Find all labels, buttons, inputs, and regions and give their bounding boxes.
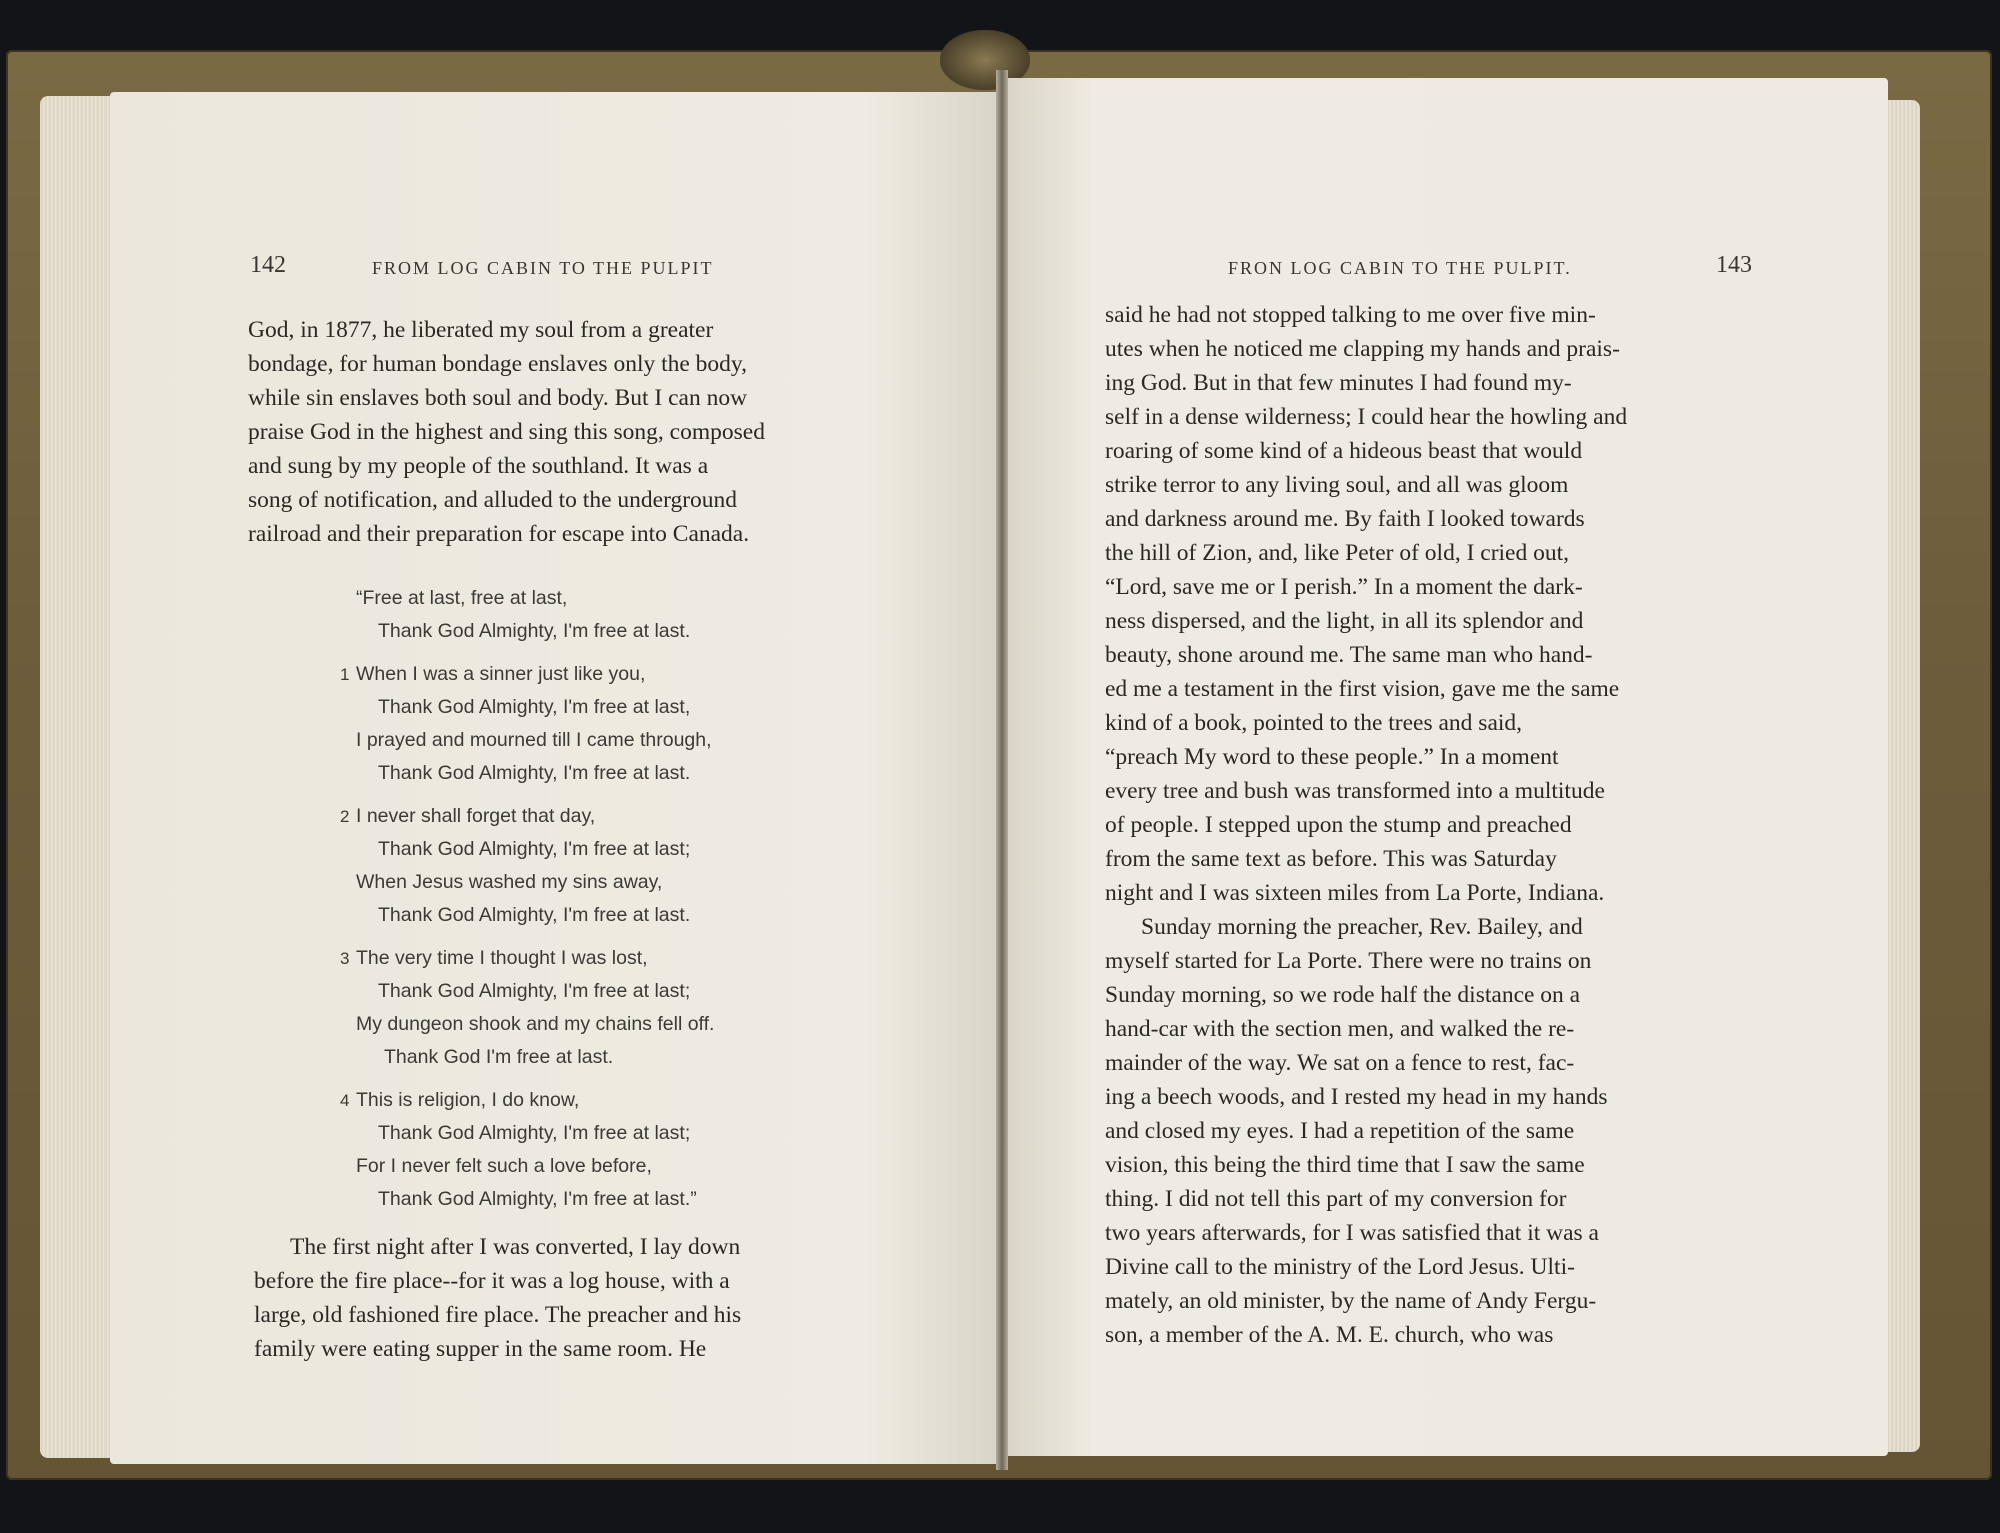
text-line: said he had not stopped talking to me over five min- [1105, 302, 1596, 328]
text-line: large, old fashioned fire place. The preacher and his [254, 1302, 742, 1328]
text-line: ing God. But in that few minutes I had found my- [1105, 370, 1572, 396]
left-page-edges [40, 96, 120, 1458]
text-line: two years afterwards, for I was satisfied that it was a [1105, 1220, 1599, 1246]
text-line: “Lord, save me or I perish.” In a moment the dark- [1105, 574, 1583, 600]
text-line: roaring of some kind of a hideous beast that would [1105, 438, 1583, 464]
text-line: mainder of the way. We sat on a fence to rest, fac- [1105, 1050, 1575, 1076]
poem-line: Thank God Almighty, I'm free at last. [378, 904, 691, 926]
text-line: praise God in the highest and sing this song, composed [248, 419, 765, 445]
poem-line-text: The very time I thought I was lost, [356, 947, 648, 969]
poem-line: Thank God I'm free at last. [384, 1046, 614, 1068]
text-line: the hill of Zion, and, like Peter of old, I cried out, [1105, 540, 1570, 566]
text-line: bondage, for human bondage enslaves only the body, [248, 351, 748, 377]
left-closing-paragraph [254, 1230, 912, 1366]
poem [228, 582, 748, 1216]
poem-line: Thank God Almighty, I'm free at last; [378, 980, 691, 1002]
stanza-number: 3 [340, 949, 350, 968]
poem-line: Thank God Almighty, I'm free at last; [378, 1122, 691, 1144]
stanza-number: 2 [340, 807, 350, 826]
text-line: utes when he noticed me clapping my hands and prais- [1105, 336, 1620, 362]
text-line: Sunday morning, so we rode half the distance on a [1105, 982, 1581, 1008]
text-line: of people. I stepped upon the stump and preached [1105, 812, 1572, 838]
left-page-number: 142 [250, 252, 286, 278]
text-line: myself started for La Porte. There were no trains on [1105, 948, 1592, 974]
text-line: The first night after I was converted, I lay down [290, 1234, 741, 1260]
right-page-number: 143 [1716, 252, 1752, 278]
text-line: night and I was sixteen miles from La Porte, Indiana. [1105, 880, 1605, 906]
text-line: son, a member of the A. M. E. church, who was [1105, 1322, 1554, 1348]
text-line: mately, an old minister, by the name of Andy Fergu- [1105, 1288, 1597, 1314]
poem-line: “Free at last, free at last, [356, 587, 568, 609]
poem-line: My dungeon shook and my chains fell off. [356, 1013, 715, 1035]
poem-line-text: This is religion, I do know, [356, 1089, 580, 1111]
text-line: vision, this being the third time that I saw the same [1105, 1152, 1585, 1178]
text-line: every tree and bush was transformed into a multitude [1105, 778, 1605, 804]
text-line: family were eating supper in the same room. He [254, 1336, 707, 1362]
poem-line [228, 942, 748, 975]
text-line: from the same text as before. This was Saturday [1105, 846, 1557, 872]
text-line: beauty, shone around me. The same man who hand- [1105, 642, 1593, 668]
text-line: thing. I did not tell this part of my conversion for [1105, 1186, 1567, 1212]
stanza-number: 1 [340, 665, 350, 684]
book-gutter [996, 70, 1008, 1470]
poem-line: I prayed and mourned till I came through, [356, 729, 712, 751]
poem-line: When Jesus washed my sins away, [356, 871, 663, 893]
text-line: Divine call to the ministry of the Lord Jesus. Ulti- [1105, 1254, 1575, 1280]
poem-line: Thank God Almighty, I'm free at last.” [378, 1188, 697, 1210]
text-line: song of notification, and alluded to the underground [248, 487, 738, 513]
text-line: self in a dense wilderness; I could hear the howling and [1105, 404, 1628, 430]
poem-line: Thank God Almighty, I'm free at last. [378, 620, 691, 642]
stanza-number: 4 [340, 1091, 350, 1110]
poem-line [228, 800, 748, 833]
poem-line: Thank God Almighty, I'm free at last, [378, 696, 691, 718]
text-line: railroad and their preparation for escape into Canada. [248, 521, 750, 547]
text-line: strike terror to any living soul, and all was gloom [1105, 472, 1569, 498]
text-line: kind of a book, pointed to the trees and said, [1105, 710, 1523, 736]
text-line: ing a beech woods, and I rested my head in my hands [1105, 1084, 1608, 1110]
text-line: while sin enslaves both soul and body. But I can now [248, 385, 748, 411]
text-line: hand-car with the section men, and walked the re- [1105, 1016, 1575, 1042]
right-running-head: FRON LOG CABIN TO THE PULPIT. [1228, 258, 1572, 278]
poem-line [228, 1084, 748, 1117]
poem-line: Thank God Almighty, I'm free at last; [378, 838, 691, 860]
right-paragraph-1 [1105, 298, 1765, 1352]
text-line: and darkness around me. By faith I looked towards [1105, 506, 1585, 532]
text-line: “preach My word to these people.” In a moment [1105, 744, 1559, 770]
text-line: and closed my eyes. I had a repetition of the same [1105, 1118, 1575, 1144]
left-intro-paragraph [248, 313, 903, 551]
text-line: ness dispersed, and the light, in all its splendor and [1105, 608, 1584, 634]
text-line: God, in 1877, he liberated my soul from a greater [248, 317, 714, 343]
poem-line: For I never felt such a love before, [356, 1155, 652, 1177]
text-line: Sunday morning the preacher, Rev. Bailey, and [1141, 914, 1583, 940]
poem-line: Thank God Almighty, I'm free at last. [378, 762, 691, 784]
left-running-head: FROM LOG CABIN TO THE PULPIT [372, 258, 714, 278]
text-line: and sung by my people of the southland. It was a [248, 453, 709, 479]
poem-line-text: When I was a sinner just like you, [356, 663, 646, 685]
text-line: ed me a testament in the first vision, gave me the same [1105, 676, 1620, 702]
poem-line [228, 658, 748, 691]
poem-line-text: I never shall forget that day, [356, 805, 596, 827]
text-line: before the fire place--for it was a log house, with a [254, 1268, 730, 1294]
